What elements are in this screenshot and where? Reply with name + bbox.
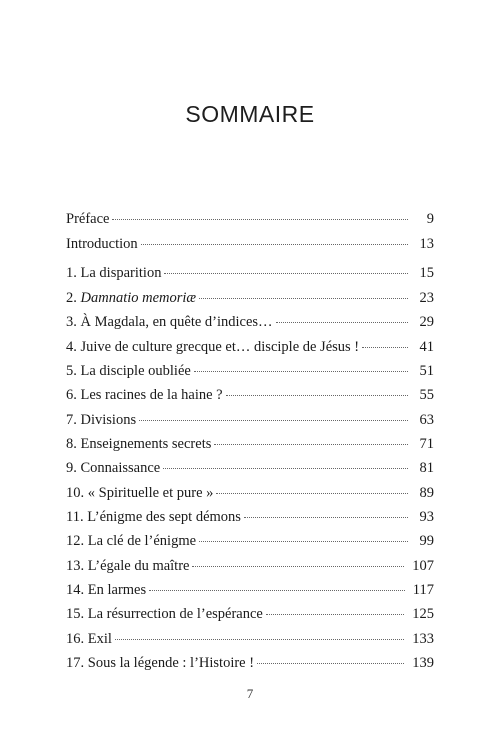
toc-entry-page: 99: [419, 533, 434, 549]
toc-entry-title: « Spirituelle et pure »: [87, 485, 214, 501]
toc-entry-number: 4.: [66, 339, 77, 355]
toc-entry-page: 41: [419, 339, 434, 355]
toc-entry-title: Enseignements secrets: [80, 436, 212, 452]
toc-entry-number: 14.: [66, 582, 85, 598]
toc-entry[interactable]: [66, 435, 434, 453]
dot-leader: [149, 589, 405, 591]
toc-entry-page: 117: [412, 582, 434, 598]
toc-entry-title: Exil: [87, 631, 112, 647]
toc-entry-title: Préface: [66, 211, 110, 227]
toc-entry-title: Introduction: [66, 236, 138, 252]
toc-entry-number: 13.: [66, 558, 85, 574]
toc-entry-page: 71: [419, 436, 434, 452]
toc-entry-title: La disciple oubliée: [80, 363, 191, 379]
toc-entry[interactable]: [66, 362, 434, 380]
toc-entry[interactable]: [66, 264, 434, 282]
toc-entry[interactable]: [66, 289, 434, 307]
toc-entry-number: 10.: [66, 485, 85, 501]
toc-entry-title: La disparition: [80, 265, 162, 281]
toc-entry-number: 7.: [66, 412, 77, 428]
dot-leader: [163, 467, 408, 469]
dot-leader: [276, 321, 408, 323]
toc-entry-page: 13: [419, 236, 434, 252]
toc-entry[interactable]: [66, 654, 434, 672]
toc-entry-page: 133: [412, 631, 434, 647]
dot-leader: [266, 613, 404, 615]
toc-entry-title: Sous la légende : l’Histoire !: [87, 655, 255, 671]
dot-leader: [112, 218, 408, 220]
toc-entry-title: La clé de l’énigme: [87, 533, 197, 549]
toc-entry-title: La résurrection de l’espérance: [87, 606, 263, 622]
toc-entry-page: 55: [419, 387, 434, 403]
toc-entry-number: 12.: [66, 533, 85, 549]
dot-leader: [257, 662, 404, 664]
toc-entry-title: Damnatio memoriæ: [80, 290, 197, 306]
toc-entry[interactable]: [66, 459, 434, 477]
toc-entry-title: Connaissance: [80, 460, 161, 476]
toc-entry-page: 139: [412, 655, 434, 671]
toc-entry[interactable]: [66, 508, 434, 526]
toc-entry-number: 1.: [66, 265, 77, 281]
dot-leader: [164, 272, 408, 274]
dot-leader: [244, 516, 408, 518]
toc-entry-title: À Magdala, en quête d’indices…: [80, 314, 273, 330]
toc-entry-number: 16.: [66, 631, 85, 647]
toc-entry[interactable]: [66, 605, 434, 623]
toc-entry[interactable]: [66, 411, 434, 429]
toc-entry[interactable]: [66, 386, 434, 404]
page-number: 7: [246, 686, 254, 701]
toc-entry-page: 63: [419, 412, 434, 428]
dot-leader: [362, 346, 408, 348]
dot-leader: [216, 492, 408, 494]
toc-entry-page: 51: [419, 363, 434, 379]
dot-leader: [141, 243, 408, 245]
dot-leader: [214, 443, 408, 445]
dot-leader: [199, 540, 408, 542]
toc-entry[interactable]: [66, 210, 434, 228]
dot-leader: [192, 565, 404, 567]
toc-entry[interactable]: [66, 235, 434, 253]
toc-entry-title: Divisions: [80, 412, 137, 428]
dot-leader: [194, 370, 408, 372]
dot-leader: [199, 297, 408, 299]
dot-leader: [226, 394, 408, 396]
toc-entry-page: 9: [426, 211, 434, 227]
toc-entry-number: 17.: [66, 655, 85, 671]
toc-entry[interactable]: [66, 557, 434, 575]
toc-entry-page: 93: [419, 509, 434, 525]
toc-entry-page: 107: [412, 558, 434, 574]
toc-entry[interactable]: [66, 484, 434, 502]
toc-entry-number: 2.: [66, 290, 77, 306]
toc-entry-number: 9.: [66, 460, 77, 476]
dot-leader: [115, 638, 404, 640]
toc-entry-page: 29: [419, 314, 434, 330]
toc-entry-title: L’énigme des sept démons: [87, 509, 241, 525]
toc-entry-title: Juive de culture grecque et… disciple de Jésus !: [80, 339, 360, 355]
toc-entry-page: 15: [419, 265, 434, 281]
toc-entry-number: 5.: [66, 363, 77, 379]
toc-entry-title: Les racines de la haine ?: [80, 387, 223, 403]
toc-entry-number: 15.: [66, 606, 85, 622]
toc-entry-number: 6.: [66, 387, 77, 403]
toc-entry-page: 89: [419, 485, 434, 501]
toc-entry-page: 125: [412, 606, 434, 622]
toc-entry[interactable]: [66, 532, 434, 550]
toc-entry-number: 11.: [66, 509, 84, 525]
toc-entry[interactable]: [66, 581, 434, 599]
toc-entry[interactable]: [66, 313, 434, 331]
toc-entry-number: 3.: [66, 314, 77, 330]
toc-entry-number: 8.: [66, 436, 77, 452]
toc-entry[interactable]: [66, 630, 434, 648]
toc-entry-page: 81: [419, 460, 434, 476]
page-title: SOMMAIRE: [185, 101, 315, 127]
dot-leader: [139, 419, 408, 421]
toc-entry-title: L’égale du maître: [87, 558, 190, 574]
toc-entry[interactable]: [66, 338, 434, 356]
toc-entry-title: En larmes: [87, 582, 147, 598]
toc-entry-page: 23: [419, 290, 434, 306]
